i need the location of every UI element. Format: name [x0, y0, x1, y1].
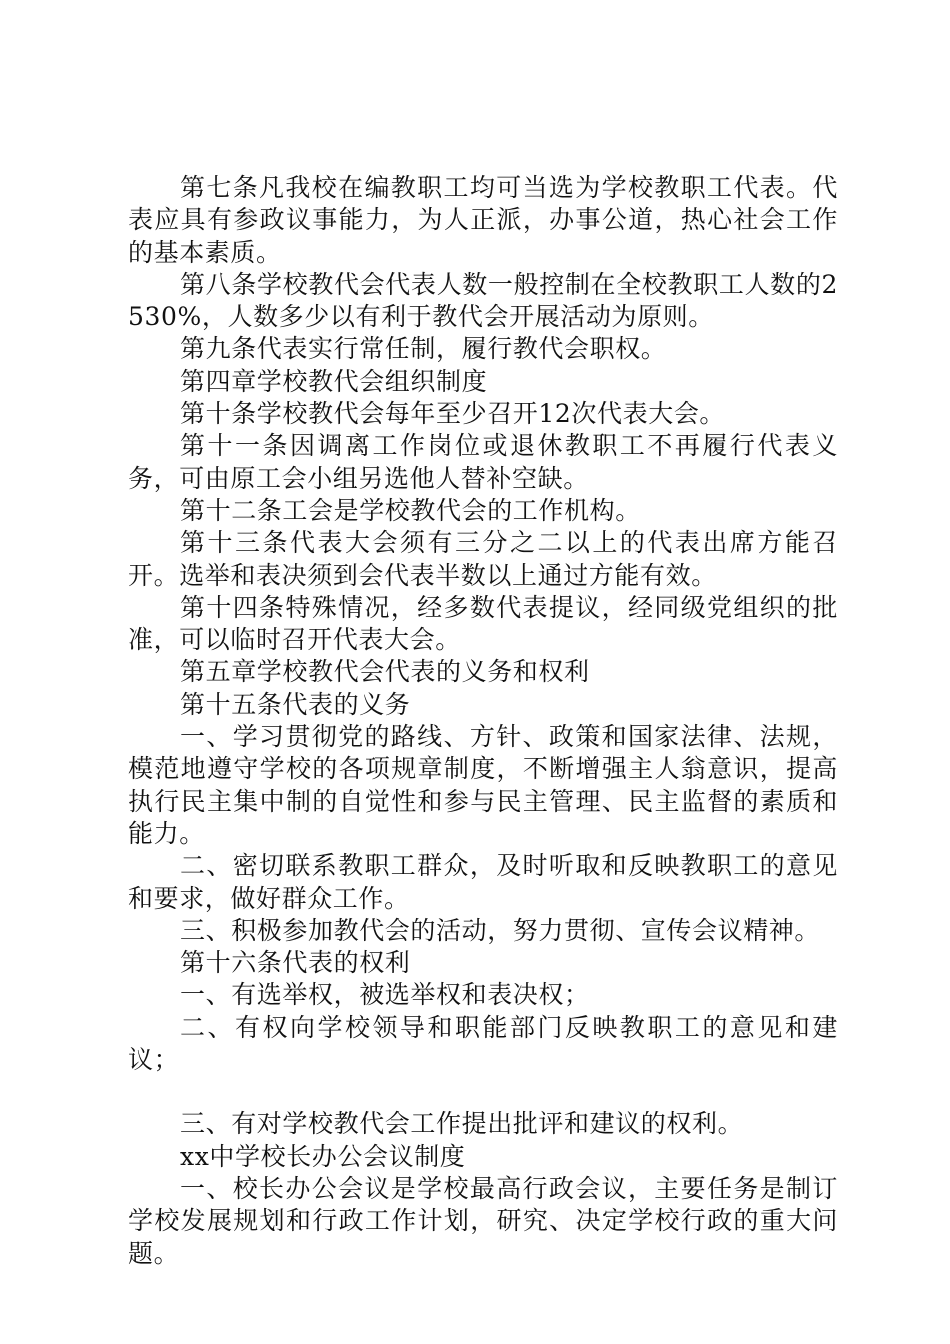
article-9-paragraph: 第九条代表实行常任制，履行教代会职权。 — [180, 334, 667, 364]
right-item-2: 二、有权向学校领导和职能部门反映教职工的意见和建议； — [128, 1012, 838, 1075]
article-14-paragraph: 第十四条特殊情况，经多数代表提议，经同级党组织的批准，可以临时召开代表大会。 — [128, 592, 838, 655]
right-item-3: 三、有对学校教代会工作提出批评和建议的权利。 — [180, 1109, 744, 1139]
blank-line — [128, 1076, 838, 1108]
article-7-paragraph: 第七条凡我校在编教职工均可当选为学校教职工代表。代表应具有参政议事能力，为人正派，办事公道，热心社会工作的基本素质。 — [128, 173, 838, 267]
article-12-paragraph: 第十二条工会是学校教代会的工作机构。 — [180, 495, 641, 525]
duty-item-3: 三、积极参加教代会的活动，努力贯彻、宣传会议精神。 — [180, 915, 821, 945]
duty-item-1: 一、学习贯彻党的路线、方针、政策和国家法律、法规，模范地遵守学校的各项规章制度，不断增强主人翁意识，提高执行民主集中制的自觉性和参与民主管理、民主监督的素质和能力。 — [128, 722, 838, 848]
section-title: xx中学校长办公会议制度 — [180, 1141, 466, 1171]
right-item-1: 一、有选举权，被选举权和表决权； — [180, 980, 590, 1010]
article-16-heading: 第十六条代表的权利 — [180, 948, 411, 978]
article-10-paragraph: 第十条学校教代会每年至少召开12次代表大会。 — [180, 399, 726, 429]
meeting-rule-1: 一、校长办公会议是学校最高行政会议，主要任务是制订学校发展规划和行政工作计划，研究、决定学校行政的重大问题。 — [128, 1173, 838, 1268]
article-8-paragraph: 第八条学校教代会代表人数一般控制在全校教职工人数的2530%，人数多少以有利于教代会开展活动为原则。 — [128, 269, 838, 332]
chapter-5-heading: 第五章学校教代会代表的义务和权利 — [180, 657, 590, 687]
article-13-paragraph: 第十三条代表大会须有三分之二以上的代表出席方能召开。选举和表决须到会代表半数以上通过方能有效。 — [128, 528, 838, 590]
article-11-paragraph: 第十一条因调离工作岗位或退休教职工不再履行代表义务，可由原工会小组另选他人替补空缺。 — [128, 431, 838, 493]
article-15-heading: 第十五条代表的义务 — [180, 689, 411, 719]
duty-item-2: 二、密切联系教职工群众，及时听取和反映教职工的意见和要求，做好群众工作。 — [128, 851, 838, 913]
document-body — [128, 172, 838, 1270]
chapter-4-heading: 第四章学校教代会组织制度 — [180, 366, 488, 396]
